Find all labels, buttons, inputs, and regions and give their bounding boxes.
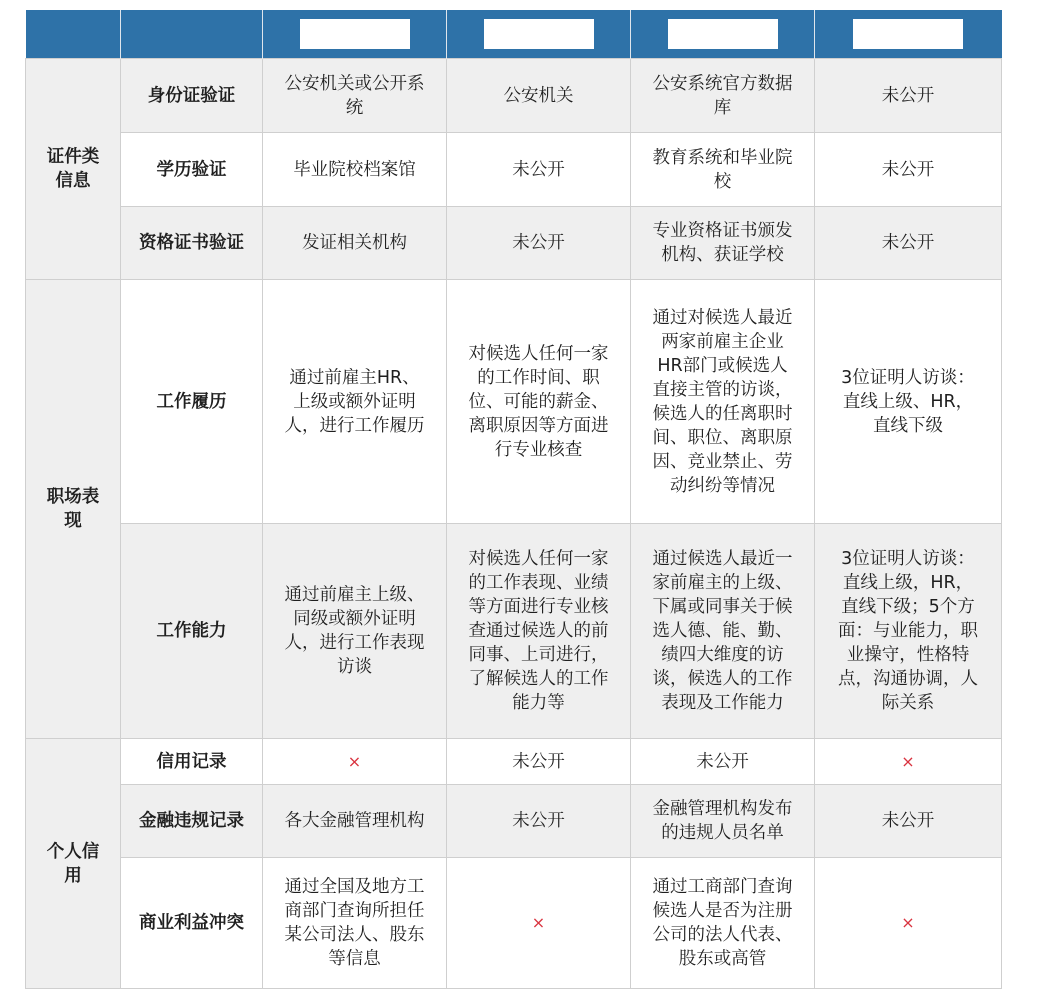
comparison-table-container: [25, 10, 1002, 989]
cross-icon: ×: [263, 739, 447, 785]
row-label-cert-verify: 资格证书验证: [121, 207, 263, 280]
cross-icon: ×: [815, 739, 1002, 785]
cell-edu-verify-vendor-1: 毕业院校档案馆: [263, 133, 447, 207]
table-row-id-verify: [26, 59, 1002, 133]
cell-cert-verify-vendor-3: 专业资格证书颁发 机构、获证学校: [631, 207, 815, 280]
cell-conflict-interest-vendor-3: 通过工商部门查询 候选人是否为注册 公司的法人代表、 股东或高管: [631, 858, 815, 989]
cell-finance-violation-vendor-3: 金融管理机构发布 的违规人员名单: [631, 785, 815, 858]
cell-work-ability-vendor-2: 对候选人任何一家 的工作表现、业绩 等方面进行专业核 查通过候选人的前 同事、上司进行， 了解候选人的工作 能力等: [447, 524, 631, 739]
row-label-finance-violation: 金融违规记录: [121, 785, 263, 858]
cell-cert-verify-vendor-1: 发证相关机构: [263, 207, 447, 280]
table-row-conflict-interest: [26, 858, 1002, 989]
row-label-conflict-interest: 商业利益冲突: [121, 858, 263, 989]
header-blank-cell: [121, 10, 263, 59]
table-row-credit-record: [26, 739, 1002, 785]
cell-credit-record-vendor-2: 未公开: [447, 739, 631, 785]
cell-id-verify-vendor-4: 未公开: [815, 59, 1002, 133]
cell-work-history-vendor-4: 3位证明人访谈： 直线上级、HR， 直线下级: [815, 280, 1002, 524]
cell-conflict-interest-vendor-1: 通过全国及地方工 商部门查询所担任 某公司法人、股东 等信息: [263, 858, 447, 989]
row-label-credit-record: 信用记录: [121, 739, 263, 785]
header-row: [26, 10, 1002, 59]
cell-work-ability-vendor-4: 3位证明人访谈： 直线上级，HR， 直线下级；5个方 面：与业能力，职 业操守，性格特 点，沟通协调，人 际关系: [815, 524, 1002, 739]
table-row-edu-verify: [26, 133, 1002, 207]
header-vendor-2: [447, 10, 631, 59]
header-vendor-1: [263, 10, 447, 59]
cell-cert-verify-vendor-2: 未公开: [447, 207, 631, 280]
cell-work-history-vendor-2: 对候选人任何一家 的工作时间、职 位、可能的薪金、 离职原因等方面进 行专业核查: [447, 280, 631, 524]
row-label-edu-verify: 学历验证: [121, 133, 263, 207]
cell-work-history-vendor-1: 通过前雇主HR、 上级或额外证明 人，进行工作履历: [263, 280, 447, 524]
cell-finance-violation-vendor-2: 未公开: [447, 785, 631, 858]
row-label-id-verify: 身份证验证: [121, 59, 263, 133]
cross-icon: ×: [447, 858, 631, 989]
cell-cert-verify-vendor-4: 未公开: [815, 207, 1002, 280]
cell-id-verify-vendor-1: 公安机关或公开系 统: [263, 59, 447, 133]
cell-edu-verify-vendor-3: 教育系统和毕业院 校: [631, 133, 815, 207]
cell-edu-verify-vendor-2: 未公开: [447, 133, 631, 207]
cell-credit-record-vendor-3: 未公开: [631, 739, 815, 785]
category-workplace: 职场表 现: [26, 280, 121, 739]
redacted-header-label: [300, 19, 410, 49]
background-check-comparison-table: [25, 10, 1002, 989]
row-label-work-ability: 工作能力: [121, 524, 263, 739]
row-label-work-history: 工作履历: [121, 280, 263, 524]
cell-id-verify-vendor-2: 公安机关: [447, 59, 631, 133]
table-row-finance-violation: [26, 785, 1002, 858]
cell-work-ability-vendor-1: 通过前雇主上级、 同级或额外证明 人，进行工作表现 访谈: [263, 524, 447, 739]
redacted-header-label: [484, 19, 594, 49]
cell-edu-verify-vendor-4: 未公开: [815, 133, 1002, 207]
table-row-work-history: [26, 280, 1002, 524]
table-row-cert-verify: [26, 207, 1002, 280]
header-vendor-3: [631, 10, 815, 59]
cell-work-history-vendor-3: 通过对候选人最近 两家前雇主企业 HR部门或候选人 直接主管的访谈， 候选人的任离职时 间、职位、离职原 因、竞业禁止、劳 动纠纷等情况: [631, 280, 815, 524]
header-vendor-4: [815, 10, 1002, 59]
cell-finance-violation-vendor-4: 未公开: [815, 785, 1002, 858]
cell-finance-violation-vendor-1: 各大金融管理机构: [263, 785, 447, 858]
category-documents: 证件类 信息: [26, 59, 121, 280]
redacted-header-label: [668, 19, 778, 49]
category-credit: 个人信 用: [26, 739, 121, 989]
redacted-header-label: [853, 19, 963, 49]
table-row-work-ability: [26, 524, 1002, 739]
cell-work-ability-vendor-3: 通过候选人最近一 家前雇主的上级、 下属或同事关于候 选人德、能、勤、 绩四大维度的访 谈，候选人的工作 表现及工作能力: [631, 524, 815, 739]
cell-id-verify-vendor-3: 公安系统官方数据 库: [631, 59, 815, 133]
header-corner-cell: [26, 10, 121, 59]
cross-icon: ×: [815, 858, 1002, 989]
